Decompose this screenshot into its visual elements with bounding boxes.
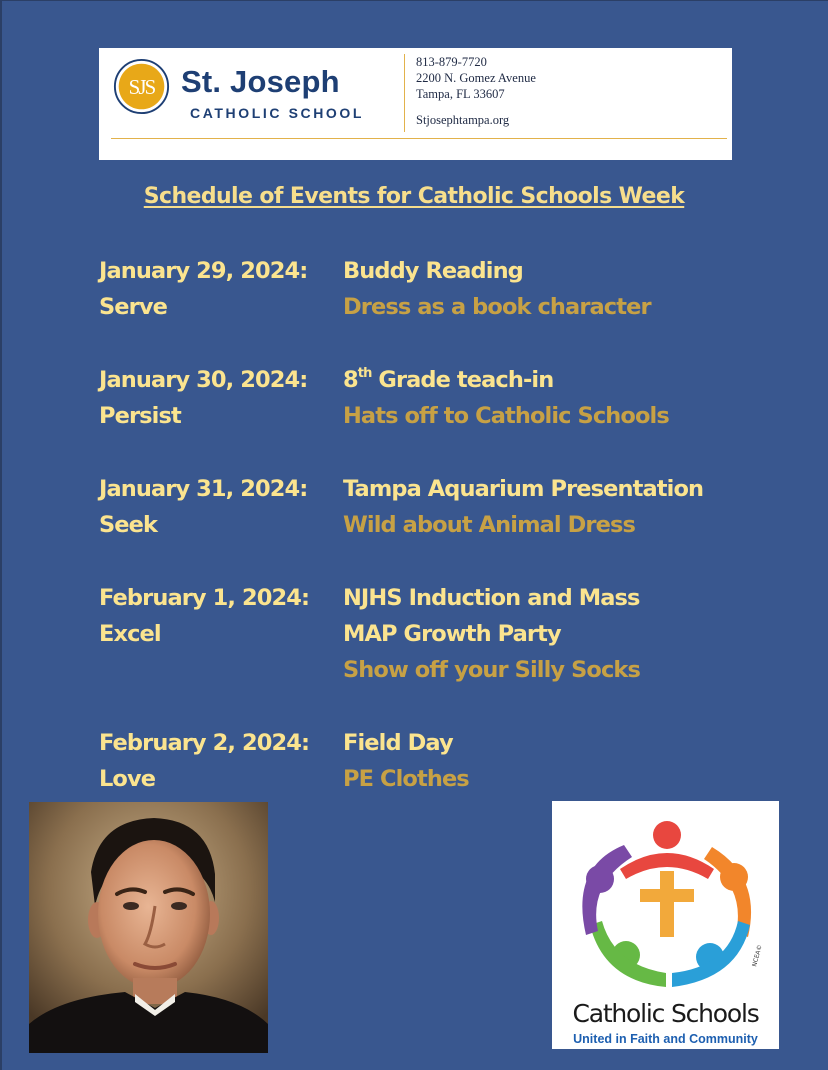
header-rule (111, 138, 727, 139)
grade-ordinal-suffix: th (357, 365, 372, 381)
event-dress: Show off your Silly Socks (343, 657, 640, 683)
event-activity (343, 362, 813, 398)
event-date: January 31, 2024: (99, 476, 308, 502)
event-dress: Dress as a book character (343, 294, 651, 320)
school-name: St. Joseph (181, 64, 340, 99)
page-title: Schedule of Events for Catholic Schools Week (143, 184, 685, 209)
ncea-mark: NCEA© (751, 943, 764, 968)
event-date: January 29, 2024: (99, 258, 308, 284)
event-theme: Love (99, 766, 156, 792)
community-ring-icon (562, 807, 772, 997)
address-line-2: Tampa, FL 33607 (416, 87, 505, 101)
catholic-schools-logo (552, 801, 779, 1049)
event-activity: NJHS Induction and Mass (343, 585, 640, 611)
event-date: January 30, 2024: (99, 367, 308, 393)
event-theme: Excel (99, 621, 161, 647)
event-dress: PE Clothes (343, 766, 469, 792)
event-theme: Persist (99, 403, 181, 429)
header-divider (404, 54, 405, 132)
contact-block (416, 54, 536, 128)
event-dress: Hats off to Catholic Schools (343, 403, 669, 429)
grade-ordinal: 8 (343, 367, 358, 393)
catholic-schools-title: Catholic Schools (572, 999, 759, 1028)
catholic-schools-tagline: United in Faith and Community (573, 1032, 758, 1046)
event-date: February 2, 2024: (99, 730, 310, 756)
event-dress: Wild about Animal Dress (343, 512, 635, 538)
event-theme: Serve (99, 294, 167, 320)
website-link[interactable]: Stjosephtampa.org (416, 113, 510, 127)
priest-portrait (29, 802, 268, 1053)
school-subtitle: CATHOLIC SCHOOL (190, 105, 365, 121)
event-activity: Buddy Reading (343, 258, 523, 284)
event-activity: Tampa Aquarium Presentation (343, 476, 704, 502)
address-line-1: 2200 N. Gomez Avenue (416, 71, 536, 85)
grade-activity-text: Grade teach-in (371, 367, 554, 393)
phone-number: 813-879-7720 (416, 55, 487, 69)
seal-text: SJS (128, 75, 155, 100)
event-activity: MAP Growth Party (343, 621, 561, 647)
event-activity: Field Day (343, 730, 453, 756)
school-header (99, 48, 732, 160)
school-seal-logo (113, 58, 170, 115)
event-theme: Seek (99, 512, 158, 538)
event-date: February 1, 2024: (99, 585, 310, 611)
